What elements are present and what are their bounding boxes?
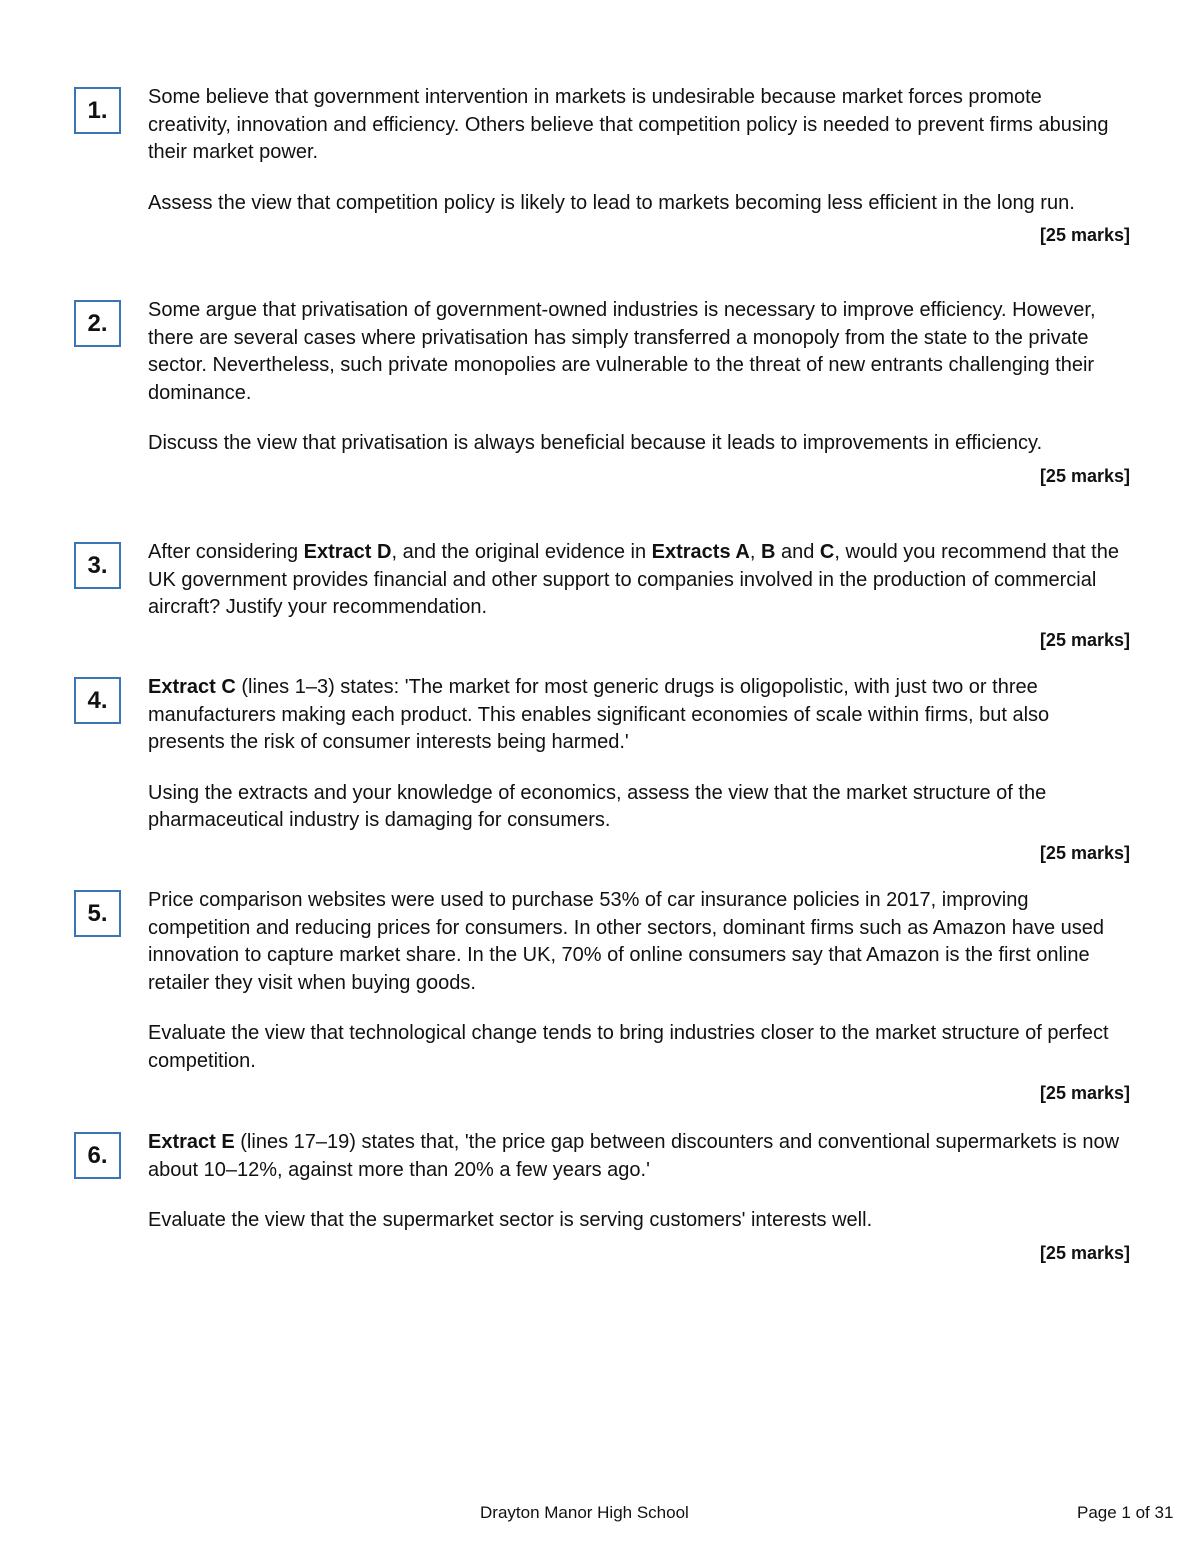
question-number-box: 1. (74, 87, 121, 134)
text-segment: After considering (148, 541, 304, 563)
text-segment: (lines 1–3) states: 'The market for most generic drugs is oligopolistic, with just two or three manufacturers making each product. This enables significant economies of scale within firms, but also presents the risk of consumer interests being harmed.' (148, 676, 1050, 753)
question-body (148, 887, 1130, 1104)
question-paragraph (148, 1207, 1130, 1235)
footer-page-number: Page 1 of 31 (1077, 1503, 1174, 1522)
marks-label: [25 marks] (1039, 842, 1130, 863)
bold-reference: Extract C (148, 676, 236, 698)
question-paragraph (148, 1020, 1130, 1075)
question-paragraph (148, 1129, 1130, 1184)
question-paragraph (148, 190, 1130, 218)
text-segment: (lines 17–19) states that, 'the price gap between discounters and conventional supermarkets is now about 10–12%, against more than 20% a few years ago.' (148, 1131, 1120, 1181)
marks-label: [25 marks] (1039, 465, 1130, 486)
question-number-box: 4. (74, 677, 121, 724)
question-paragraph (148, 887, 1130, 997)
question-paragraph (148, 674, 1130, 757)
marks-label: [25 marks] (1039, 629, 1130, 650)
footer-school: Drayton Manor High School (480, 1503, 689, 1522)
question-paragraph (148, 430, 1130, 458)
bold-reference: Extract E (148, 1131, 235, 1153)
text-segment: Some believe that government intervention in markets is undesirable because market forces promote creativity, innovation and efficiency. Others believe that competition policy is needed to prevent firms abusing their market power. (148, 86, 1109, 163)
question-body (148, 674, 1130, 864)
question-number-box: 5. (74, 890, 121, 937)
question-body (148, 297, 1130, 487)
question-body (148, 539, 1130, 651)
question-paragraph (148, 297, 1130, 407)
text-segment: Some argue that privatisation of government-owned industries is necessary to improve efficiency. However, there are several cases where privatisation has simply transferred a monopoly from the state to the private sector. Nevertheless, such private monopolies are vulnerable to the threat of new entrants challenging their dominance. (148, 299, 1096, 404)
marks-label: [25 marks] (1039, 225, 1130, 245)
bold-reference: Extract D (303, 541, 392, 563)
text-segment: Assess the view that competition policy is likely to lead to markets becoming less efficient in the long run. (148, 191, 1075, 214)
text-segment: and (775, 541, 820, 563)
marks-label: [25 marks] (1039, 1242, 1130, 1263)
text-segment: Evaluate the view that technological change tends to bring industries closer to the market structure of perfect competition. (148, 1022, 1109, 1072)
text-segment: , would you recommend that the UK government provides financial and other support to companies involved in the production of commercial aircraft? Justify your recommendation. (148, 541, 1119, 618)
question-paragraph (148, 84, 1130, 167)
question-number-box: 2. (74, 300, 121, 347)
bold-reference: B (760, 541, 776, 563)
text-segment: Using the extracts and your knowledge of economics, assess the view that the market structure of the pharmaceutical industry is damaging for consumers. (148, 781, 1047, 831)
question-body (148, 84, 1130, 246)
marks-label: [25 marks] (1039, 1083, 1130, 1103)
bold-reference: C (819, 541, 835, 563)
question-paragraph (148, 780, 1130, 835)
question-paragraph (148, 539, 1130, 622)
question-body (148, 1129, 1130, 1264)
text-segment: , (749, 541, 761, 563)
bold-reference: Extracts A (651, 541, 750, 563)
question-number-box: 6. (74, 1132, 121, 1179)
text-segment: Price comparison websites were used to purchase 53% of car insurance policies in 2017, improving competition and reducing prices for consumers. In other sectors, dominant firms such as Amazon have used innovation to capture market share. In the UK, 70% of online consumers say that Amazon is the first online retailer they visit when buying goods. (148, 889, 1105, 994)
question-number-box: 3. (74, 542, 121, 589)
text-segment: Evaluate the view that the supermarket sector is serving customers' interests well. (148, 1209, 873, 1231)
text-segment: , and the original evidence in (391, 541, 652, 563)
text-segment: Discuss the view that privatisation is always beneficial because it leads to improvements in efficiency. (148, 432, 1043, 454)
